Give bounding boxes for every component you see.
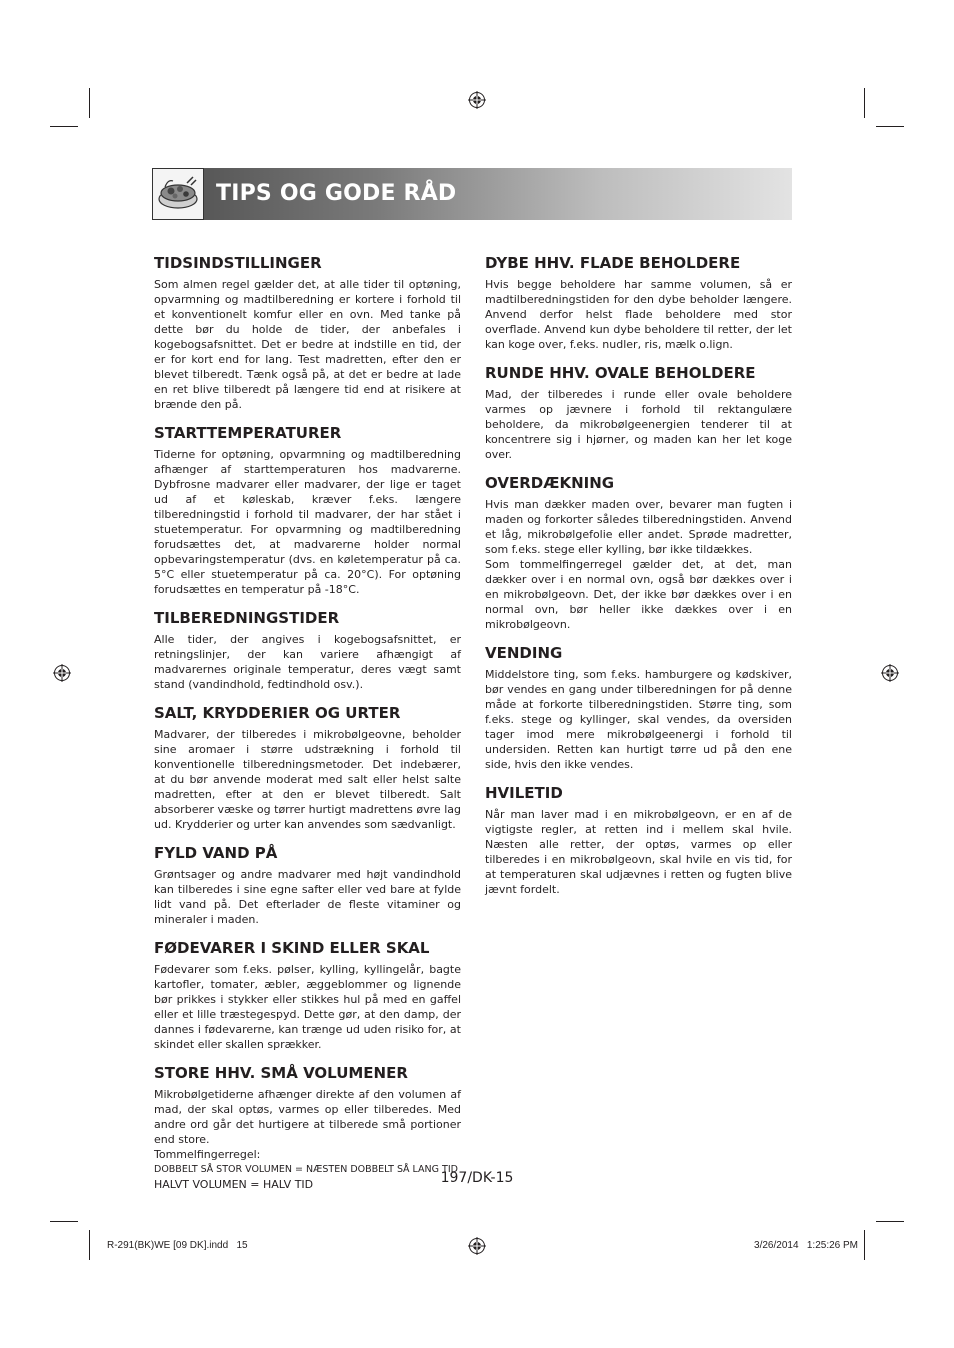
food-bowl-icon — [152, 168, 204, 220]
crop-mark — [864, 88, 865, 118]
footer-file-name: R-291(BK)WE [09 DK].indd 15 — [107, 1240, 248, 1251]
registration-mark-icon — [468, 1237, 486, 1255]
section-heading: OVERDÆKNING — [485, 474, 615, 492]
left-column — [154, 253, 461, 1192]
right-column — [485, 253, 792, 908]
section-heading: STORE HHV. SMÅ VOLUMENER — [154, 1064, 408, 1082]
section-heading: RUNDE HHV. OVALE BEHOLDERE — [485, 364, 756, 382]
section-paragraph: Grøntsager og andre madvarer med højt vandindhold kan tilberedes i sine egne safter eller ved bare at fylde lidt vand på. Det efterlader de fleste vitaminer og mineraler i maden. — [154, 868, 461, 926]
section-heading: STARTTEMPERATURER — [154, 424, 342, 442]
page-number: 197/DK-15 — [440, 1170, 514, 1186]
section-paragraph: Som almen regel gælder det, at alle tider til optøning, opvarmning og madtilberedning er kortere i forhold til et konventionelt komfur eller en ovn. Med tanke på dette bør du holde de tider, der anbefales i kogebogsafsnittet. Det er bedre at indstille en tid, der er for kort end for lang. Test madretten, efter den er blevet tilberedt. Tænk også på, at det er bedre at lade en ret blive tilberedt på længere tid end at risikere at brænde den på. — [154, 278, 461, 411]
section-paragraph: Mad, der tilberedes i runde eller ovale beholdere varmes op jævnere i forhold til rektangulære beholdere, da mikrobølgeenergien tenderer til at koncentrere sig i hjørner, og maden kan her let koge over. — [485, 388, 792, 461]
section-paragraph: Som tommelfingerregel gælder det, at det, man dækker over i en normal ovn, også bør dækkes over i en mikrobølgeovn. Det, der ikke bør dækkes over i en normal ovn, bør heller ikke dækkes over i en mikrobølgeovn. — [485, 558, 792, 631]
section-heading: FYLD VAND PÅ — [154, 844, 278, 862]
section-paragraph: Mikrobølgetiderne afhænger direkte af den volumen af mad, der skal optøs, varmes op eller tilberedes. Med andre ord går det hurtigere at tilberede små portioner end store. — [154, 1088, 461, 1146]
section-paragraph: Alle tider, der angives i kogebogsafsnittet, er retningslinjer, der kan variere afhængigt af madvarernes originale temperatur, deres vægt samt stand (vandindhold, fedtindhold osv.). — [154, 633, 461, 691]
rule-label: Tommelfingerregel: — [154, 1148, 261, 1161]
section-heading: SALT, KRYDDERIER OG URTER — [154, 704, 401, 722]
crop-mark — [89, 1230, 90, 1260]
section-paragraph: Hvis begge beholdere har samme volumen, så er madtilberedningstiden for den dybe beholder længere. Anvend derfor helst flade beholdere med stor overflade. Anvend kun dybe beholdere til retter, der let kan koge over, f.eks. nudler, ris, mælk o.lign. — [485, 278, 792, 351]
crop-mark — [89, 88, 90, 118]
section-paragraph: Middelstore ting, som f.eks. hamburgere og kødskiver, bør vendes en gang under tilberedningen for på denne måde at forkorte tilberedningstiden. Større ting, som f.eks. stege og kyllinger, skal vendes, da oversiden tager imod mere mikrobølgeenergi i forhold til undersiden. Retten kan hurtigt tørre ud på den ene side, hvis den ikke vendes. — [485, 668, 792, 771]
section-heading: HVILETID — [485, 784, 563, 802]
section-heading: FØDEVARER I SKIND ELLER SKAL — [154, 939, 430, 957]
section-heading: VENDING — [485, 644, 563, 662]
crop-mark — [864, 1230, 865, 1260]
section-paragraph: Fødevarer som f.eks. pølser, kylling, kyllingelår, bagte kartofler, tomater, æbler, æggeblommer og lignende bør prikkes i stykker eller stikkes hul på med en gaffel eller et lille træstegespyd. Dette gør, at den damp, der dannes i fødevarerne, kan trænge ud uden risiko for, at skindet eller skallen sprækker. — [154, 963, 461, 1051]
registration-mark-icon — [468, 91, 486, 109]
section-heading: TILBEREDNINGSTIDER — [154, 609, 340, 627]
crop-mark — [50, 126, 78, 127]
rule-line: HALVT VOLUMEN = HALV TID — [154, 1178, 314, 1191]
crop-mark — [876, 1221, 904, 1222]
crop-mark — [50, 1221, 78, 1222]
registration-mark-icon — [53, 664, 71, 682]
section-heading: DYBE HHV. FLADE BEHOLDERE — [485, 254, 741, 272]
crop-mark — [876, 126, 904, 127]
section-heading: TIDSINDSTILLINGER — [154, 254, 322, 272]
section-paragraph: Tiderne for optøning, opvarmning og madtilberedning afhænger af starttemperaturen hos madvarerne. Dybfrosne madvarer eller madvarer, der lige er taget ud af et køleskab, kræver f.eks. længere tilberedningstid i forhold til madvarer, der har stået i stuetemperatur. For opvarmning og madtilberedning forudsættes det, at madvarerne holder normal opbevaringstemperatur (dvs. en køletemperatur på ca. 5°C eller stuetemperatur på ca. 20°C). For optøning forudsættes en temperatur på -18°C. — [154, 448, 461, 596]
section-paragraph: Madvarer, der tilberedes i mikrobølgeovne, beholder sine aromaer i større udstrækning i forhold til konventionelle tilberedningsmetoder. Det indebærer, at du bør anvende moderat med salt eller helst salte madretten, efter at den er blevet tilberedt. Salt absorberer væske og tørrer hurtigt madrettens øvre lag ud. Krydderier og urter kan anvendes som sædvanligt. — [154, 728, 461, 831]
section-paragraph: Når man laver mad i en mikrobølgeovn, er en af de vigtigste regler, at retten ind i mellem skal hvile. Næsten alle retter, der optøs, varmes op eller tilberedes i en mikrobølgeovn, skal hvile en vis tid, for at temperaturen skal udjævnes i retten og fugten blive jævnt fordelt. — [485, 808, 792, 896]
page-title: TIPS OG GODE RÅD — [216, 181, 457, 206]
footer-date-time: 3/26/2014 1:25:26 PM — [754, 1240, 858, 1251]
registration-mark-icon — [881, 664, 899, 682]
section-paragraph: Hvis man dækker maden over, bevarer man fugten i maden og forkorter således tilberedningstiden. Anvend et låg, mikrobølgefolie eller andet. Sprøde madretter, som f.eks. stege eller kylling, bør ikke tildækkes. — [485, 498, 792, 556]
rule-line: DOBBELT SÅ STOR VOLUMEN = NÆSTEN DOBBELT SÅ LANG TID — [154, 1164, 458, 1175]
